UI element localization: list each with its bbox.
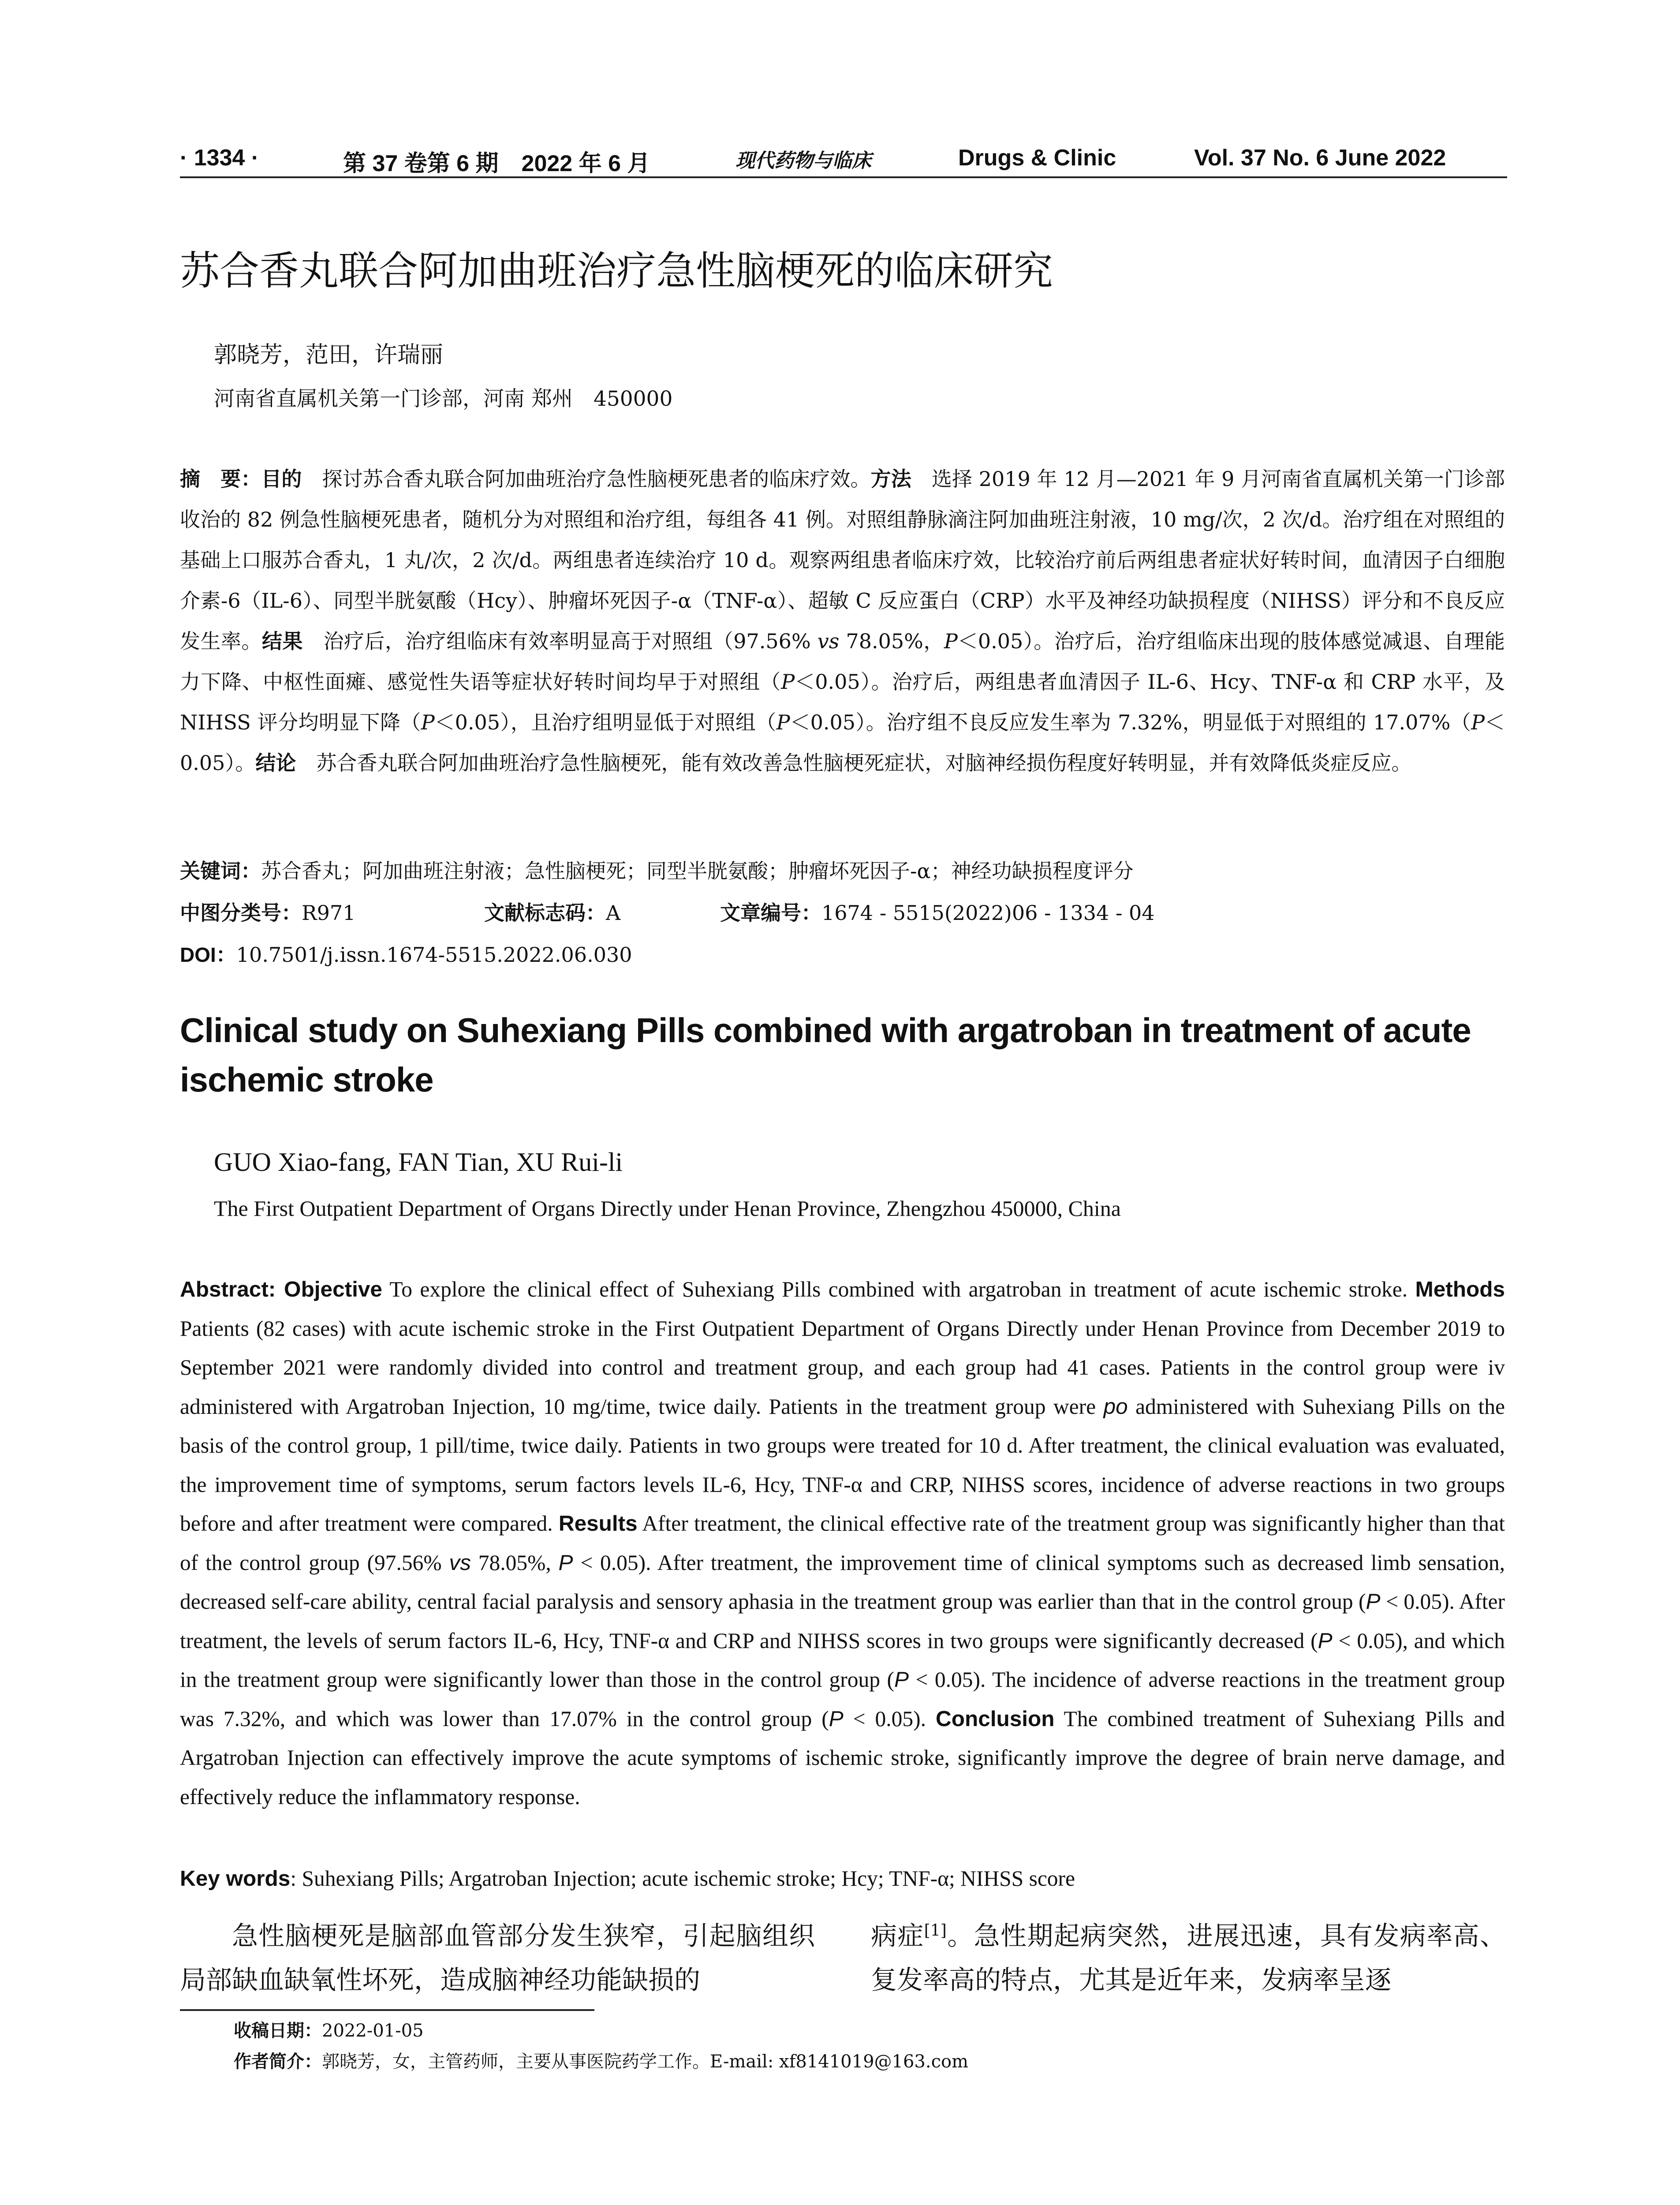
- results-text-cn: ＜0.05）。治疗组不良反应发生率为 7.32%，明显低于对照组的 17.07%（: [790, 710, 1471, 734]
- p-symbol-cn: P: [776, 710, 790, 734]
- vs-cn: vs: [817, 629, 840, 653]
- results-text-en: < 0.05). After treatment, the improvement time of clinical symptoms such as decreased limb sensation, decreased self-care ability, central facial paralysis and sensory aphasia in the treatment group was earlier than that in the control group (: [180, 1550, 1505, 1614]
- body-text: 。急性期起病突然，进展迅速，具有发病率高、复发率高的特点，尤其是近年来，发病率呈逐: [871, 1921, 1506, 1995]
- p-symbol-en: P: [1318, 1628, 1333, 1653]
- objective-text-cn: 探讨苏合香丸联合阿加曲班治疗急性脑梗死患者的临床疗效。: [302, 467, 871, 491]
- header-rule: [180, 176, 1507, 178]
- authors-en: GUO Xiao-fang, FAN Tian, XU Rui-li: [214, 1147, 623, 1177]
- methods-text-en: Patients (82 cases) with acute ischemic stroke in the First Outpatient Department of Organs Directly under Henan Province from December 2019 to September 2021 were randomly divided into control and treatment group, and each group had 41 cases. Patients in the control group were iv administered with Argatroban Injection, 10 mg/time, twice daily. Patients in the treatment group were: [180, 1316, 1505, 1419]
- keywords-label-en: Key words: [180, 1866, 291, 1891]
- issue-info-en: Vol. 37 No. 6 June 2022: [1194, 145, 1446, 171]
- classification-line: [180, 897, 1155, 928]
- vs-en: vs: [449, 1550, 471, 1575]
- keywords-label-cn: 关键词：: [180, 859, 261, 883]
- running-header: [180, 140, 1507, 180]
- doi-link[interactable]: 10.7501/j.issn.1674-5515.2022.06.030: [236, 943, 632, 967]
- footnote-rule: [180, 2009, 594, 2011]
- results-text-en: After treatment, the clinical effective rate of the treatment group was significantly higher than that of the control group (97.56%: [180, 1511, 1505, 1575]
- results-text-cn: ＜0.05）。: [180, 710, 1505, 775]
- document-code-label: 文献标志码：: [484, 901, 606, 925]
- results-text-cn: 78.05%，: [839, 629, 944, 653]
- results-label-en: Results: [558, 1511, 638, 1536]
- author-bio-label: 作者简介：: [234, 2052, 322, 2072]
- keywords-text-cn: 苏合香丸；阿加曲班注射液；急性脑梗死；同型半胱氨酸；肿瘤坏死因子-α；神经功缺损程度评分: [261, 859, 1134, 883]
- affiliation-cn: 河南省直属机关第一门诊部，河南 郑州 450000: [214, 387, 673, 411]
- clc-value: R971: [302, 901, 356, 925]
- document-code: [484, 897, 720, 928]
- p-symbol-cn: P: [944, 629, 958, 653]
- received-date: 2022-01-05: [322, 2021, 424, 2041]
- keywords-en: [180, 1861, 1075, 1896]
- results-text-cn: 治疗后，治疗组临床有效率明显高于对照组（97.56%: [302, 629, 818, 653]
- p-symbol-en: P: [1366, 1589, 1381, 1614]
- results-text-en: < 0.05).: [843, 1706, 936, 1731]
- results-text-cn: ＜0.05）。治疗后，治疗组临床出现的肢体感觉减退、自理能力下降、中枢性面瘫、感觉性失语等症状好转时间均早于对照组（: [180, 629, 1505, 694]
- body-column-right: [871, 1914, 1506, 2002]
- doi-label: DOI：: [180, 943, 236, 966]
- issue-info-cn: 第 37 卷第 6 期 2022 年 6 月: [343, 151, 650, 176]
- abstract-en: [180, 1270, 1505, 1816]
- results-text-en: 78.05%,: [470, 1550, 559, 1575]
- results-text-cn: ＜0.05），且治疗组明显低于对照组（: [434, 710, 777, 734]
- methods-label-cn: 方法: [870, 467, 911, 491]
- article-number-value: 1674 - 5515(2022)06 - 1334 - 04: [821, 901, 1155, 925]
- journal-name-en: Drugs & Clinic: [958, 145, 1116, 171]
- conclusion-text-en: The combined treatment of Suhexiang Pills and Argatroban Injection can effectively improve the acute symptoms of ischemic stroke, significantly improve the degree of brain nerve damage, and effectively reduce the inflammatory response.: [180, 1706, 1505, 1809]
- results-text-cn: ＜0.05）。治疗后，两组患者血清因子 IL-6、Hcy、TNF-α 和 CRP 水平，及 NIHSS 评分均明显下降（: [180, 670, 1505, 734]
- page-number: · 1334 ·: [180, 145, 259, 171]
- clc-code: [180, 897, 484, 928]
- article-title-cn: 苏合香丸联合阿加曲班治疗急性脑梗死的临床研究: [180, 248, 1053, 294]
- abstract-cn: [180, 459, 1505, 783]
- objective-label-cn: 目的: [261, 467, 302, 491]
- authors-cn: 郭晓芳，范田，许瑞丽: [214, 342, 444, 368]
- abstract-label-cn: 摘 要：: [180, 467, 261, 491]
- keywords-text-en: : Suhexiang Pills; Argatroban Injection; acute ischemic stroke; Hcy; TNF-α; NIHSS score: [290, 1866, 1075, 1891]
- conclusion-label-en: Conclusion: [935, 1706, 1055, 1731]
- p-symbol-cn: P: [421, 710, 435, 734]
- methods-label-en: Methods: [1415, 1277, 1505, 1301]
- author-bio-text: 郭晓芳，女，主管药师，主要从事医院药学工作。E-mail: xf8141019@163.com: [322, 2052, 968, 2072]
- article-title-en: Clinical study on Suhexiang Pills combined with argatroban in treatment of acute ischemic stroke: [180, 1011, 1471, 1099]
- p-symbol-cn: P: [1471, 710, 1485, 734]
- p-symbol-en: P: [894, 1667, 909, 1692]
- conclusion-label-cn: 结论: [255, 751, 296, 775]
- article-number-label: 文章编号：: [720, 901, 821, 925]
- p-symbol-en: P: [829, 1706, 844, 1731]
- reference-link[interactable]: [1]: [924, 1921, 947, 1940]
- p-symbol-en: P: [558, 1550, 573, 1575]
- received-label: 收稿日期：: [234, 2021, 322, 2041]
- objective-text-en: To explore the clinical effect of Suhexiang Pills combined with argatroban in treatment of acute ischemic stroke.: [382, 1277, 1415, 1301]
- keywords-cn: [180, 856, 1134, 886]
- body-text: 病症: [871, 1921, 924, 1951]
- results-text-en: < 0.05). After treatment, the levels of serum factors IL-6, Hcy, TNF-α and CRP and NIHSS scores in two groups were significantly decreased (: [180, 1589, 1505, 1653]
- doi: [180, 939, 632, 970]
- document-code-value: A: [606, 901, 621, 925]
- footnote-received: [234, 2018, 424, 2044]
- methods-text-cn: 选择 2019 年 12 月—2021 年 9 月河南省直属机关第一门诊部收治的 82 例急性脑梗死患者，随机分为对照组和治疗组，每组各 41 例。对照组静脉滴注阿加曲班注射液，10 mg/次，2 次/d。治疗组在对照组的基础上口服苏合香丸，1 丸/次，2 次/d。两组患者连续治疗 10 d。观察两组患者临床疗效，比较治疗前后两组患者症状好转时间，血清因子白细胞介素-6（IL-6）、同型半胱氨酸（Hcy）、肿瘤坏死因子-α（TNF-α）、超敏 C 反应蛋白（CRP）水平及神经功缺损程度（NIHSS）评分和不良反应发生率。: [180, 467, 1505, 653]
- conclusion-text-cn: 苏合香丸联合阿加曲班治疗急性脑梗死，能有效改善急性脑梗死症状，对脑神经损伤程度好转明显，并有效降低炎症反应。: [296, 751, 1412, 775]
- results-text-en: < 0.05), and which in the treatment group were significantly lower than those in the control group (: [180, 1628, 1505, 1692]
- body-column-left: 急性脑梗死是脑部血管部分发生狭窄，引起脑组织局部缺血缺氧性坏死，造成脑神经功能缺损的: [180, 1921, 815, 1995]
- abstract-objective-label-en: Abstract: Objective: [180, 1277, 382, 1301]
- clc-label: 中图分类号：: [180, 901, 302, 925]
- p-symbol-cn: P: [781, 670, 795, 694]
- results-text-en: < 0.05). The incidence of adverse reactions in the treatment group was 7.32%, and which was lower than 17.07% in the control group (: [180, 1667, 1505, 1731]
- journal-name-cn: 现代药物与临床: [735, 149, 871, 172]
- methods-text-en: administered with Suhexiang Pills on the basis of the control group, 1 pill/time, twice daily. Patients in two groups were treated for 10 d. After treatment, the clinical evaluation was evaluated, the improvement time of symptoms, serum factors levels IL-6, Hcy, TNF-α and CRP, NIHSS scores, incidence of adverse reactions in two groups before and after treatment were compared.: [180, 1394, 1505, 1536]
- results-label-cn: 结果: [261, 629, 303, 653]
- article-number: [720, 897, 1155, 928]
- footnote-author: [234, 2048, 968, 2075]
- po-en: po: [1103, 1394, 1128, 1419]
- affiliation-en: The First Outpatient Department of Organs Directly under Henan Province, Zhengzhou 450000, China: [214, 1196, 1121, 1221]
